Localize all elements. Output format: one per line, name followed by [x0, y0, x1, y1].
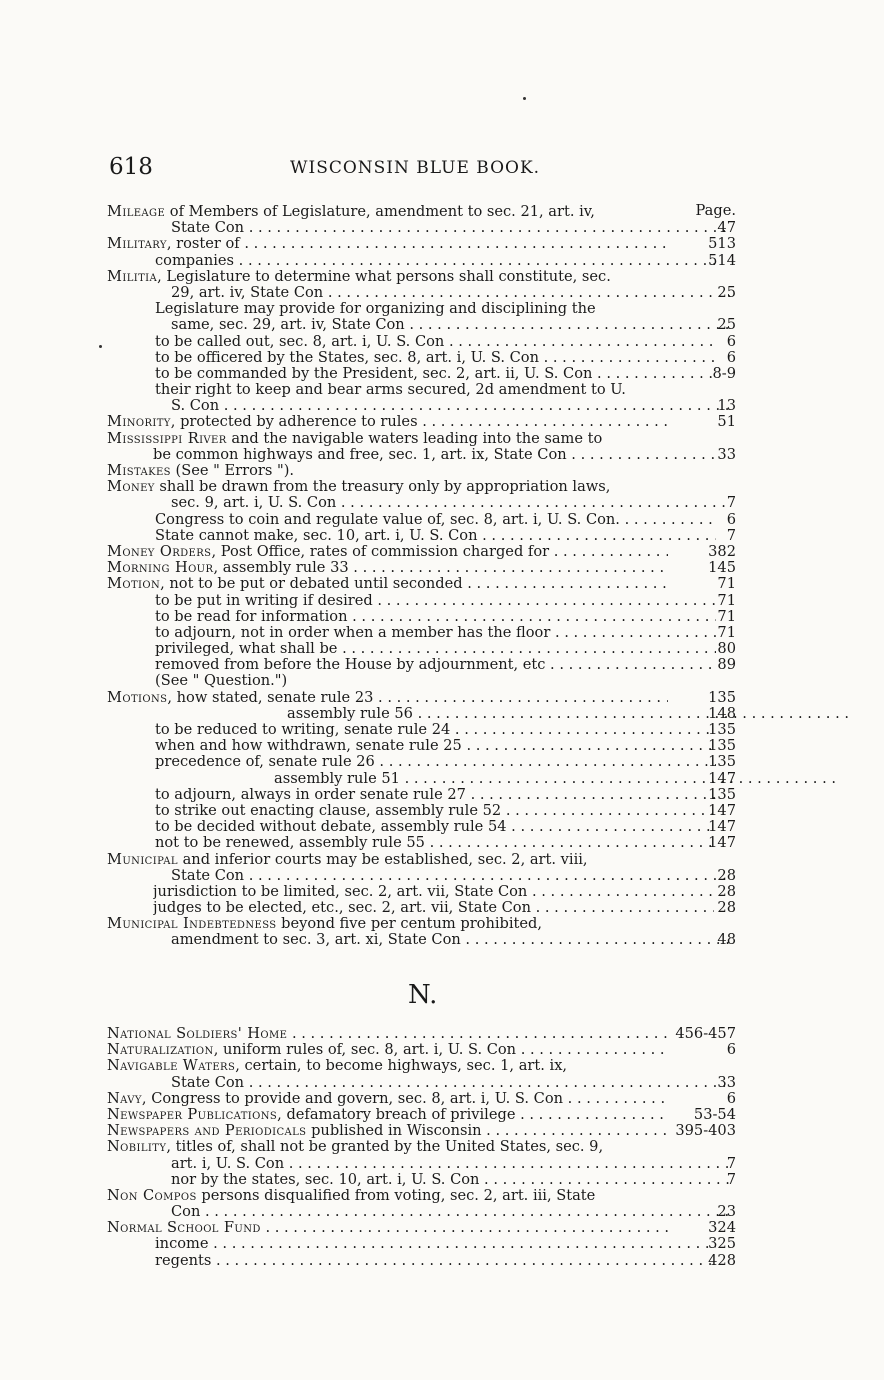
entry-text: same, sec. 29, art. iv, State Con	[171, 317, 405, 334]
index-entry	[107, 1204, 740, 1220]
entry-page-ref: 13	[717, 397, 736, 415]
entry-text: to strike out enacting clause, assembly rule 52	[155, 802, 502, 819]
entry-text: State Con	[171, 867, 245, 884]
entry-text: published in Wisconsin	[306, 1123, 482, 1140]
index-entry	[107, 625, 740, 641]
index-section-n	[107, 1026, 740, 1269]
index-entry	[107, 1026, 740, 1042]
entry-page-ref: 71	[717, 607, 736, 625]
index-entry	[107, 463, 740, 479]
index-entry	[107, 204, 740, 220]
index-entry	[107, 609, 740, 625]
entry-page-ref: 23	[717, 1203, 736, 1221]
entry-heading: Money	[107, 479, 155, 496]
index-entry	[107, 787, 740, 803]
index-entry	[107, 819, 740, 835]
entry-page-ref: 513	[708, 235, 736, 253]
entry-page-ref: 33	[717, 1073, 736, 1091]
entry-heading: Municipal Indebtedness	[107, 916, 277, 933]
index-entry	[107, 544, 740, 560]
entry-page-ref: 456-457	[675, 1025, 736, 1042]
entry-text: , uniform rules of, sec. 8, art. i, U. S. Con	[213, 1042, 517, 1059]
index-entry	[107, 350, 740, 366]
entry-heading: Naturalization	[107, 1042, 214, 1059]
index-entry	[107, 657, 740, 673]
entry-page-ref: 135	[708, 785, 736, 803]
index-entry	[107, 334, 740, 350]
entry-text: precedence of, senate rule 26	[155, 754, 375, 771]
index-entry	[107, 641, 740, 657]
print-speck	[523, 97, 526, 100]
entry-text: , certain, to become highways, sec. 1, art. ix,	[235, 1058, 568, 1075]
index-entry	[107, 317, 740, 333]
entry-text: companies	[155, 252, 235, 269]
index-entry	[107, 236, 740, 252]
entry-page-ref: 25	[717, 316, 736, 334]
index-entry	[107, 1172, 740, 1188]
index-entry	[107, 495, 740, 511]
entry-text: S. Con	[171, 398, 220, 415]
entry-text: judges to be elected, etc., sec. 2, art. vii, State Con	[153, 900, 531, 917]
entry-page-ref: 382	[708, 542, 736, 560]
index-entry	[107, 1107, 740, 1123]
entry-text: to be officered by the States, sec. 8, art. i, U. S. Con	[155, 349, 539, 366]
entry-page-ref: 6	[726, 510, 736, 528]
entry-text: , Legislature to determine what persons shall constitute, sec.	[157, 268, 611, 285]
index-entry	[107, 1123, 740, 1139]
entry-text: (See " Question.")	[155, 673, 288, 690]
entry-heading: Mileage	[107, 204, 166, 220]
index-entry	[107, 414, 740, 430]
running-title: WISCONSIN BLUE BOOK.	[290, 158, 541, 178]
index-entry	[107, 253, 740, 269]
entry-text: and inferior courts may be established, sec. 2, art. viii,	[177, 851, 588, 868]
entry-text: State cannot make, sec. 10, art. i, U. S. Con	[155, 527, 478, 544]
index-section-m	[107, 204, 740, 949]
index-entry	[107, 1042, 740, 1058]
index-entry	[107, 1253, 740, 1269]
entry-page-ref: 6	[726, 1041, 736, 1059]
entry-text: 29, art. iv, State Con	[171, 284, 324, 301]
entry-text: State Con	[171, 1074, 245, 1091]
entry-text: nor by the states, sec. 10, art. i, U. S. Con	[171, 1171, 480, 1188]
entry-text: be common highways and free, sec. 1, art. ix, State Con	[153, 446, 567, 463]
entry-text: amendment to sec. 3, art. xi, State Con	[171, 932, 461, 949]
index-entry	[107, 722, 740, 738]
entry-text: to adjourn, always in order senate rule 27	[155, 786, 466, 803]
entry-text: , assembly rule 33	[213, 560, 349, 577]
entry-text: when and how withdrawn, senate rule 25	[155, 738, 462, 755]
index-entry	[107, 431, 740, 447]
entry-text: regents	[155, 1252, 212, 1269]
entry-page-ref: 147	[708, 769, 736, 787]
index-entry	[107, 269, 740, 285]
page-column-label: Page.	[695, 202, 736, 219]
index-entry	[107, 301, 740, 317]
index-entry	[107, 560, 740, 576]
entry-text: assembly rule 56	[287, 705, 413, 722]
index-entry	[107, 447, 740, 463]
entry-page-ref: 135	[708, 721, 736, 738]
index-entry	[107, 1091, 740, 1107]
entry-page-ref: 28	[717, 866, 736, 884]
entry-page-ref: 28	[717, 899, 736, 917]
index-entry	[107, 479, 740, 495]
entry-text: of Members of Legislature, amendment to sec. 21, art. iv,	[165, 204, 595, 220]
index-entry	[107, 1188, 740, 1204]
entry-heading: Municipal	[107, 851, 178, 868]
entry-text: to be read for information	[155, 608, 348, 625]
index-entry	[107, 852, 740, 868]
entry-page-ref: 147	[708, 801, 736, 819]
entry-text: , defamatory breach of privilege	[277, 1106, 516, 1123]
index-entry	[107, 220, 740, 236]
entry-heading: Navy	[107, 1090, 142, 1107]
index-entry	[107, 706, 740, 722]
index-entry	[107, 771, 740, 787]
entry-text: , titles of, shall not be granted by the United States, sec. 9,	[166, 1139, 604, 1156]
entry-page-ref: 135	[708, 753, 736, 771]
entry-text: , roster of	[166, 236, 240, 253]
entry-text: to be called out, sec. 8, art. i, U. S. Con	[155, 333, 445, 350]
entry-text: to be commanded by the President, sec. 2, art. ii, U. S. Con	[155, 365, 593, 382]
entry-heading: Morning Hour	[107, 560, 214, 577]
entry-page-ref: 7	[726, 1154, 736, 1172]
entry-page-ref: 47	[717, 219, 736, 237]
entry-heading: Motions	[107, 689, 168, 706]
entry-heading: Non Compos	[107, 1187, 197, 1204]
index-entry	[107, 932, 740, 948]
entry-page-ref: 6	[726, 332, 736, 350]
entry-heading: Navigable Waters	[107, 1058, 236, 1075]
index-entry	[107, 754, 740, 770]
entry-text: , how stated, senate rule 23	[167, 689, 374, 706]
entry-text: State Con	[171, 220, 245, 237]
index-entry	[107, 884, 740, 900]
index-entry	[107, 512, 740, 528]
print-speck	[99, 345, 102, 348]
entry-page-ref: 8-9	[712, 364, 736, 382]
index-entry	[107, 285, 740, 301]
entry-page-ref: 514	[708, 251, 736, 269]
index-entry	[107, 1075, 740, 1091]
entry-page-ref: 25	[717, 283, 736, 301]
entry-page-ref: 71	[717, 623, 736, 641]
page-number: 618	[109, 154, 153, 180]
entry-text: income	[155, 1236, 209, 1253]
entry-page-ref: 7	[726, 526, 736, 544]
entry-text: to be put in writing if desired	[155, 592, 373, 609]
section-heading-n: N.	[408, 980, 438, 1010]
entry-page-ref: 135	[708, 737, 736, 755]
index-entry	[107, 528, 740, 544]
entry-text: , Post Office, rates of commission charged for	[211, 543, 550, 560]
entry-page-ref: 147	[708, 818, 736, 836]
entry-heading: Newspaper Publications	[107, 1106, 278, 1123]
entry-text: beyond five per centum prohibited,	[276, 916, 543, 933]
entry-page-ref: 71	[717, 591, 736, 609]
index-entry	[107, 1220, 740, 1236]
entry-text: their right to keep and bear arms secured, 2d amendment to U.	[155, 382, 626, 399]
entry-page-ref: 89	[717, 656, 736, 674]
entry-text: not to be renewed, assembly rule 55	[155, 835, 425, 852]
entry-text: Congress to coin and regulate value of, sec. 8, art. i, U. S. Con.	[155, 511, 620, 528]
entry-text: , protected by adherence to rules	[170, 414, 418, 431]
entry-heading: Militia	[107, 268, 158, 285]
entry-text: privileged, what shall be	[155, 641, 338, 658]
index-entry	[107, 690, 740, 706]
entry-text: to be reduced to writing, senate rule 24	[155, 722, 451, 738]
index-entry	[107, 398, 740, 414]
index-entry	[107, 868, 740, 884]
index-entry	[107, 1058, 740, 1074]
entry-page-ref: 148	[708, 704, 736, 722]
entry-heading: Newspapers and Periodicals	[107, 1123, 307, 1140]
entry-heading: Nobility	[107, 1139, 167, 1156]
index-entry	[107, 803, 740, 819]
entry-page-ref: 325	[708, 1235, 736, 1253]
entry-page-ref: 145	[708, 559, 736, 577]
entry-heading: Normal School Fund	[107, 1220, 261, 1237]
entry-page-ref: 80	[717, 640, 736, 658]
entry-text: jurisdiction to be limited, sec. 2, art. vii, State Con	[153, 883, 528, 900]
entry-text: (See " Errors ").	[170, 463, 295, 479]
index-entry	[107, 1139, 740, 1155]
entry-text: to adjourn, not in order when a member has the floor	[155, 624, 551, 641]
entry-heading: Mistakes	[107, 463, 171, 479]
entry-text: Legislature may provide for organizing and disciplining the	[155, 301, 596, 318]
entry-page-ref: 6	[726, 1089, 736, 1107]
entry-page-ref: 71	[717, 575, 736, 593]
entry-page-ref: 6	[726, 348, 736, 366]
index-entry	[107, 366, 740, 382]
entry-page-ref: 48	[717, 931, 736, 949]
entry-page-ref: 28	[717, 882, 736, 900]
entry-heading: National Soldiers' Home	[107, 1026, 288, 1042]
entry-page-ref: 135	[708, 688, 736, 706]
entry-heading: Motion	[107, 576, 161, 593]
entry-heading: Military	[107, 236, 167, 253]
index-entry	[107, 382, 740, 398]
entry-page-ref: 7	[726, 1170, 736, 1188]
entry-text: sec. 9, art. i, U. S. Con	[171, 495, 337, 512]
index-entry	[107, 916, 740, 932]
index-entry	[107, 900, 740, 916]
entry-text: art. i, U. S. Con	[171, 1155, 285, 1172]
entry-page-ref: 51	[717, 413, 736, 431]
entry-text: , Congress to provide and govern, sec. 8, art. i, U. S. Con	[141, 1090, 564, 1107]
entry-page-ref: 33	[717, 445, 736, 463]
entry-text: persons disqualified from voting, sec. 2, art. iii, State	[196, 1187, 596, 1204]
entry-page-ref: 7	[726, 494, 736, 512]
entry-text: removed from before the House by adjournment, etc	[155, 657, 546, 674]
index-entry	[107, 576, 740, 592]
index-entry	[107, 835, 740, 851]
entry-heading: Mississippi River	[107, 430, 227, 447]
index-entry	[107, 1236, 740, 1252]
index-entry	[107, 738, 740, 754]
index-entry	[107, 1156, 740, 1172]
index-entry	[107, 593, 740, 609]
entry-text: and the navigable waters leading into the same to	[226, 430, 603, 447]
entry-heading: Money Orders	[107, 543, 212, 560]
entry-page-ref: 428	[708, 1251, 736, 1269]
entry-page-ref: 147	[708, 834, 736, 852]
entry-page-ref: 324	[708, 1219, 736, 1237]
entry-heading: Minority	[107, 414, 171, 431]
entry-text: to be decided without debate, assembly rule 54	[155, 819, 507, 836]
entry-text: assembly rule 51	[274, 770, 400, 787]
entry-text: , not to be put or debated until seconded	[160, 576, 463, 593]
entry-page-ref: 395-403	[675, 1122, 736, 1140]
entry-text: Con	[171, 1204, 201, 1221]
entry-text: shall be drawn from the treasury only by appropriation laws,	[154, 479, 611, 496]
index-entry	[107, 673, 740, 689]
entry-page-ref: 53-54	[693, 1105, 736, 1123]
